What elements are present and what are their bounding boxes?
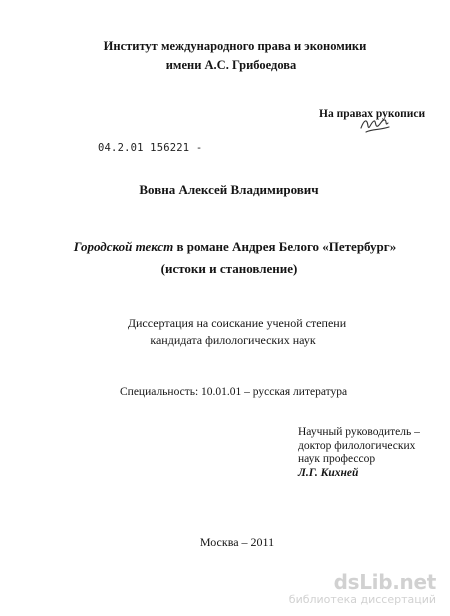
- thesis-title-line1: [10, 240, 450, 253]
- supervisor-line3: наук профессор: [298, 453, 376, 465]
- watermark-logo: dsLib.net: [333, 570, 436, 594]
- institution-name-line1: Институт международного права и экономики: [103, 39, 367, 53]
- site-watermark: [289, 572, 436, 605]
- thesis-title-italic: Городской текст: [73, 239, 174, 254]
- author-name: Вовна Алексей Владимирович: [139, 182, 319, 197]
- institution-name-line2: имени А.С. Грибоедова: [165, 58, 297, 72]
- supervisor-block: [298, 426, 420, 480]
- thesis-title-line2: (истоки и становление): [160, 261, 298, 276]
- manuscript-note: На правах рукописи: [319, 108, 426, 120]
- supervisor-name: Л.Г. Кихней: [298, 466, 359, 479]
- thesis-title-rest: в романе Андрея Белого «Петербург»: [173, 239, 397, 254]
- supervisor-line1: Научный руководитель –: [298, 426, 420, 438]
- handwritten-signature: [358, 114, 392, 136]
- supervisor-line2: доктор филологических: [298, 439, 416, 452]
- watermark-subtitle: библиотека диссертаций: [288, 593, 436, 606]
- city-year: Москва – 2011: [199, 535, 275, 549]
- registration-stamp: 04.2.01 156221 -: [98, 142, 203, 154]
- degree-line1: Диссертация на соискание ученой степени: [127, 316, 347, 330]
- degree-line2: кандидата филологических наук: [150, 333, 316, 347]
- specialty: Специальность: 10.01.01 – русская литература: [120, 386, 348, 398]
